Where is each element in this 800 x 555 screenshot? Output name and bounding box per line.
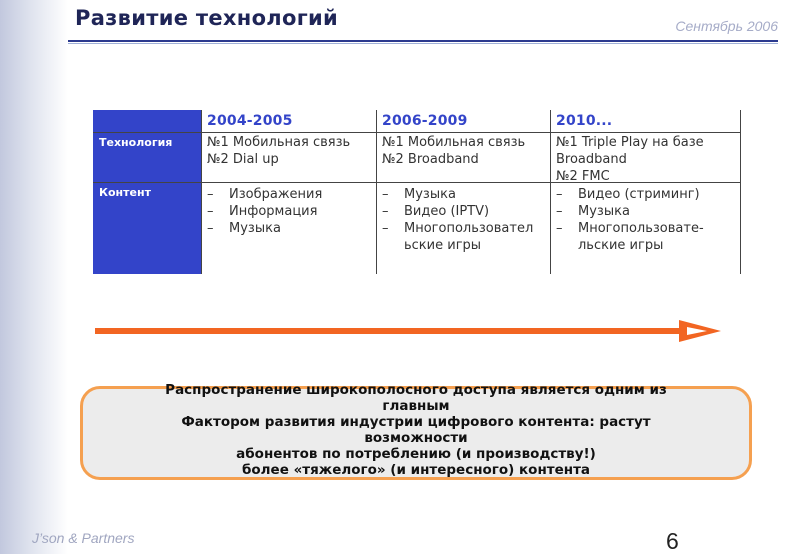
list-item-continuation: льские игры [578, 238, 664, 253]
cell-line: №1 Triple Play на базе [556, 135, 704, 150]
year-header-2004-2005: 2004-2005 [207, 113, 293, 129]
timeline-arrow-icon [95, 318, 725, 346]
callout-line: Фактором развития индустрии цифрового контента: растут [181, 414, 651, 430]
title-divider [68, 40, 778, 42]
row-label-technology: Технология [99, 136, 173, 149]
header-divider [93, 132, 741, 133]
sidebar-gradient [0, 0, 68, 554]
column-divider [201, 110, 202, 274]
content-list-2006 [382, 186, 533, 254]
list-item: – Изображения [207, 187, 323, 202]
year-header-2006-2009: 2006-2009 [382, 113, 468, 129]
technology-cell-2004 [207, 134, 350, 168]
column-divider [550, 110, 551, 274]
slide-title: Развитие технологий [75, 6, 339, 30]
technology-cell-2010 [556, 134, 704, 185]
cell-line: Broadband [556, 152, 627, 167]
row-label-content: Контент [99, 186, 151, 199]
callout-line: более «тяжелого» (и интересного) контента [241, 462, 591, 478]
slide-date: Сентябрь 2006 [675, 18, 778, 34]
content-list-2004 [207, 186, 322, 237]
cell-line: №1 Мобильная связь [382, 135, 526, 150]
list-item: – Музыка [556, 204, 630, 219]
callout-line: главным [382, 398, 450, 414]
cell-line: №1 Мобильная связь [207, 135, 351, 150]
list-item-continuation: ьские игры [404, 238, 482, 253]
footer-brand-logo: J’son & Partners [32, 530, 135, 546]
list-item: – Видео (IPTV) [382, 204, 490, 219]
list-item: – Музыка [382, 187, 456, 202]
column-divider [376, 110, 377, 274]
callout-line: абонентов по потреблению (и производству!) [236, 446, 596, 462]
list-item: – Многопользовате- [556, 221, 704, 236]
page-number: 6 [666, 528, 679, 554]
list-item: – Многопользовател [382, 221, 534, 236]
year-header-2010: 2010... [556, 113, 613, 129]
callout-line: Распространение широкополосного доступа является одним из [165, 382, 667, 398]
cell-line: №2 Dial up [207, 152, 279, 167]
cell-line: №2 FMC [556, 169, 610, 184]
column-divider [740, 110, 741, 274]
technology-cell-2006 [382, 134, 525, 168]
list-item: – Музыка [207, 221, 281, 236]
content-list-2010 [556, 186, 704, 254]
cell-line: №2 Broadband [382, 152, 479, 167]
list-item: – Информация [207, 204, 318, 219]
callout-text [80, 382, 752, 478]
technology-table [93, 110, 741, 274]
callout-line: возможности [364, 430, 468, 446]
list-item: – Видео (стриминг) [556, 187, 700, 202]
